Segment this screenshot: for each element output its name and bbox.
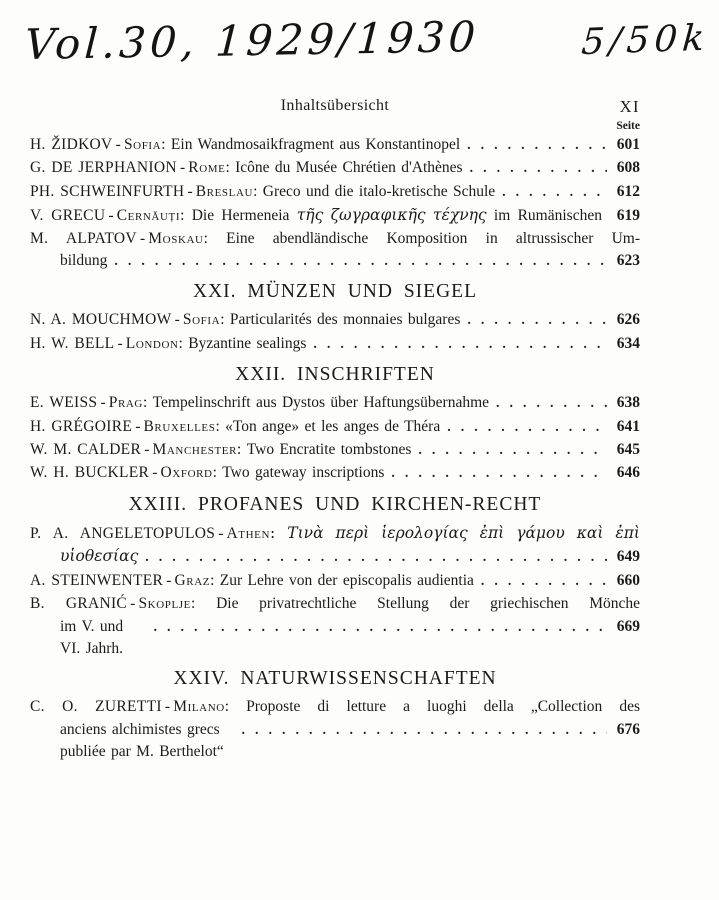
entry-continuation	[30, 616, 640, 661]
toc-entry	[30, 462, 640, 485]
entry-continuation	[30, 719, 640, 764]
entry-page-number: 669	[616, 617, 640, 635]
entry-text	[30, 181, 495, 203]
handwritten-volume-note: Vol.30, 1929/1930	[23, 12, 481, 70]
dot-leader	[154, 616, 608, 639]
toc-entry	[30, 228, 640, 274]
author-name: G. DE JERPHANION	[30, 159, 177, 177]
author-name: H. GRÉGOIRE	[30, 417, 133, 435]
author-place: - Rome	[177, 159, 226, 176]
entry-title-greek: τῆς ζωγραφικῆς τέχνης	[296, 206, 487, 225]
dot-leader	[481, 570, 607, 593]
author-name: H. ŽIDKOV	[30, 136, 113, 153]
entry-title-continuation: bildung	[60, 252, 108, 270]
author-name: V. GRECU	[30, 207, 106, 225]
entry-page-number: 626	[616, 311, 640, 329]
author-name: W. M. CALDER	[30, 441, 142, 459]
entry-title: : Two Encratite tombstones	[237, 441, 411, 458]
dot-leader	[242, 719, 607, 742]
section-heading: XXIII. PROFANES UND KIRCHEN-RECHT	[128, 493, 542, 515]
entry-page-number: 634	[616, 334, 640, 352]
entry-page-number: 676	[616, 720, 640, 738]
section-heading: XXII. INSCHRIFTEN	[235, 364, 435, 386]
author-place: - Breslau	[184, 183, 253, 200]
author-place: - Oxford	[149, 464, 212, 481]
dot-leader	[502, 181, 607, 204]
entry-title: : Byzantine sealings	[179, 335, 307, 352]
entry-title-continuation: anciens alchimistes grecs publiée par M. Berthelot“	[60, 720, 224, 761]
author-name: B. GRANIĆ	[30, 595, 128, 613]
author-place: - Moskau	[137, 230, 204, 247]
entry-title: : Particularités des monnaies bulgares	[220, 311, 460, 328]
entry-text	[30, 593, 640, 615]
table-of-contents	[30, 134, 640, 764]
section-heading: XXI. MÜNZEN UND SIEGEL	[193, 281, 477, 303]
seite-column-label: Seite	[616, 120, 640, 132]
entry-page-number: 608	[616, 159, 640, 177]
author-place: - Prag	[97, 394, 143, 411]
author-name: W. H. BUCKLER	[30, 464, 150, 482]
dot-leader	[114, 250, 607, 273]
entry-text	[30, 696, 640, 718]
page-header	[30, 97, 640, 137]
toc-entry	[30, 522, 640, 570]
entry-text	[30, 204, 602, 227]
author-place: - Graz	[163, 572, 210, 589]
dot-leader	[470, 157, 607, 180]
toc-entry	[30, 181, 640, 204]
toc-entry	[30, 333, 640, 356]
toc-entry	[30, 570, 640, 593]
author-name: E. WEISS	[30, 394, 98, 412]
dot-leader	[145, 546, 607, 569]
toc-entry	[30, 696, 640, 763]
author-name: N. A. MOUCHMOW	[30, 311, 172, 329]
entry-title: : Die Hermeneia	[180, 207, 297, 224]
page-title: Inhaltsübersicht	[280, 97, 390, 114]
dot-leader	[467, 134, 607, 157]
entry-text	[30, 462, 384, 484]
author-name: H. W. BELL	[30, 334, 115, 352]
author-place: - Skoplje	[127, 595, 191, 612]
entry-title: : Eine abendländische Komposition in altrussischer Um-	[204, 230, 640, 247]
entry-text	[30, 134, 460, 156]
entry-text	[30, 570, 474, 592]
toc-entry	[30, 416, 640, 439]
entry-page-number: 601	[616, 136, 640, 153]
entry-title-continuation: im V. und VI. Jahrh.	[60, 617, 124, 657]
entry-page-number: 660	[616, 571, 640, 589]
entry-text	[30, 392, 489, 414]
entry-text	[30, 522, 640, 545]
toc-entry	[30, 134, 640, 157]
entry-title: : Icône du Musée Chrétien d'Athènes	[225, 159, 462, 176]
entry-page-number: 649	[616, 548, 640, 566]
entry-page-number: 619	[616, 207, 640, 225]
toc-entry	[30, 593, 640, 660]
entry-page-number: 641	[616, 417, 640, 435]
author-name: P. A. ANGELETOPULOS	[30, 524, 216, 542]
toc-entry	[30, 204, 640, 227]
entry-text	[30, 439, 411, 461]
entry-title: : Zur Lehre von der episcopalis audientia	[210, 572, 474, 589]
entry-title: : Die privatrechtliche Stellung der griechischen Mönche	[191, 595, 640, 612]
dot-leader	[313, 333, 607, 356]
entry-title: : Tempelinschrift aus Dystos über Haftungsübernahme	[143, 394, 489, 411]
author-place: - Cernăuți	[105, 207, 180, 224]
entry-continuation	[30, 250, 640, 273]
entry-title: : «Ton ange» et les anges de Théra	[215, 418, 440, 435]
entry-title-greek: : Τινὰ περὶ ἱερολογίας ἐπὶ γάμου καὶ ἐπὶ	[270, 524, 640, 542]
dot-leader	[447, 416, 607, 439]
page-number: XI	[619, 97, 640, 116]
dot-leader	[467, 309, 607, 332]
entry-text	[30, 309, 460, 331]
entry-continuation	[30, 545, 640, 569]
entry-title: : Proposte di letture a luoghi della „Collection des	[225, 698, 640, 715]
entry-page-number: 646	[616, 464, 640, 482]
entry-page-number: 623	[616, 252, 640, 270]
entry-title-continuation: υἱοθεσίας	[60, 547, 139, 566]
entry-title: : Ein Wandmosaikfragment aus Konstantinopel	[161, 136, 460, 153]
author-name: M. ALPATOV	[30, 229, 137, 247]
author-place: - Sofia	[172, 311, 221, 328]
dot-leader	[496, 392, 607, 415]
author-place: - Sofia	[113, 136, 162, 153]
entry-page-number: 638	[616, 394, 640, 412]
dot-leader	[418, 439, 607, 462]
author-place: - Bruxelles	[132, 418, 215, 435]
dot-leader	[391, 462, 607, 485]
entry-title: : Greco und die italo-kretische Schule	[253, 183, 495, 200]
toc-entry	[30, 439, 640, 462]
author-name: A. STEINWENTER	[30, 571, 164, 589]
author-place: - Athen	[215, 525, 270, 542]
entry-text	[30, 333, 306, 355]
author-name: C. O. ZURETTI	[30, 698, 162, 716]
author-name: PH. SCHWEINFURTH	[30, 182, 185, 200]
entry-page-number: 645	[616, 441, 640, 459]
entry-title: : Two gateway inscriptions	[213, 464, 385, 481]
author-place: - Manchester	[141, 441, 237, 458]
entry-page-number: 612	[616, 182, 640, 200]
handwritten-shelf-note: 5/50k	[580, 17, 711, 64]
toc-entry	[30, 309, 640, 332]
entry-text	[30, 228, 640, 250]
entry-title-post: im Rumänischen	[486, 207, 602, 225]
author-place: - Milano	[162, 698, 225, 715]
entry-text	[30, 416, 440, 438]
entry-text	[30, 157, 463, 179]
section-heading: XXIV. NATURWISSENSCHAFTEN	[173, 668, 497, 690]
toc-entry	[30, 392, 640, 415]
author-place: - London	[114, 335, 178, 352]
toc-entry	[30, 157, 640, 180]
